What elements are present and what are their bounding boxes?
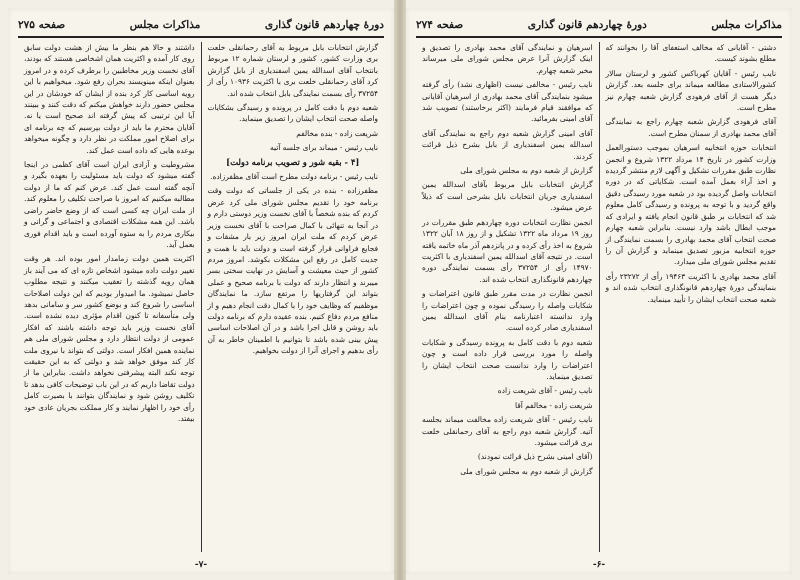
paragraph: گزارش انتخابات بابل مربوط بآقای اسدالله یمین اسفندیاری جریان انتخابات بابل بشرحی است که ذیلاً عرض میشود. (422, 180, 593, 213)
paragraph: اکثریت همین دولت زمامدار امور بوده اند. هر وقت تغییر دولت داده میشود اشخاص تازه ای که می آیند باز همان رویه گذشته را تعقیب میکنند و نتیجه مطلوب حاصل نمیشود. ما امیدوار بودیم که این دولت اصلاحات اساسی را شروع کند و بوضع کشور سر و سامانی بدهد ولی متأسفانه تا کنون اقدام مؤثری دیده نشده است. آقای نخست وزیر باید توجه داشته باشند که افکار عمومی از دولت انتظار دارد و مجلس شورای ملی هم نماینده همین افکار است. دولتی که بتواند با نیروی ملت کار کند موفق خواهد شد و دولتی که به این حقیقت توجه نکند البته پیشرفتی نخواهد داشت. بنابراین ما از دولت تقاضا داریم که در این باب توضیحات کافی بدهد تا تکلیف روشن شود و نمایندگان بتوانند با بصیرت کامل رأی خود را اظهار نمایند و کار مملکت بجریان عادی خود بیفتد. (24, 254, 195, 423)
left-column (18, 42, 201, 552)
paragraph: نایب رئیس - آقای شریعت زاده مخالفت میماند بجلسه آتیه. گزارش شعبه دوم راجع به آقای رحمانقلی خلعت بری قرائت میشود. (422, 415, 593, 447)
section-heading: [۴ - بقیه شور و تصویب برنامه دولت] (226, 156, 360, 167)
paragraph: شعبه دوم با دقت کامل در پرونده و رسیدگی بشکایات واصله صحت انتخاب ایشان را تصدیق مینماید. (207, 103, 378, 124)
paragraph: داشتند و حالا هم بنظر ما بیش از هشت دولت سابق روی کار آمده و اکثریت همان اشخاصی هستند که بودند، آقای نخست وزیر مخاطبین را برطرف کرده و در امروز بعنوان اینکه مینویسند بحران رفع شود. میخواهیم با این رویه اساسی کار کرد بنده از ایشان که خودشان در این مجلس حضور دارند خواهش میکنم که دقت کنند و ببینند آیا این ترتیبی که پیش گرفته اند صحیح است یا نه. آقایان محترم ما باید از دولت بپرسیم که چه برنامه ای برای اصلاح امور مملکت در نظر دارد و چگونه میخواهد بوعده هایی که داده است عمل کند. (24, 43, 195, 155)
paragraph: شریعت زاده - بنده مخالفم (296, 128, 378, 138)
paragraph: انجمن نظارت در مدت مقرر طبق قانون اعتراضات و شکایات واصله را رسیدگی نموده و چون اعتراضات را وارد ندانسته اعتبارنامه بنام آقای اسدالله یمین اسفندیاری صادر کرده است. (422, 289, 593, 333)
paragraph: آقای فرهودی گزارش شعبه چهارم راجع به نمایندگی آقای محمد بهادری از سمنان مطرح است. (605, 117, 776, 138)
paragraph: گزارش از شعبه دوم به مجلس شورای ملی (460, 166, 593, 176)
page-header (18, 14, 384, 38)
page-275 (8, 8, 394, 574)
paragraph: آقای امینی گزارش شعبه دوم راجع به نمایندگی آقای اسدالله یمین اسفندیاری از بابل بشرح ذیل قرائت کردند. (422, 128, 593, 161)
paragraph: آقای محمد بهادری با اکثریت ۱۹۴۶۳ رأی از ۲۳۲۷۲ رأی بنمایندگی دورهٔ چهاردهم قانونگذاری انتخاب شده اند و شعبه صحت انتخاب ایشان را تأیید مینماید. (605, 271, 776, 304)
page-footer-number: -۶- (592, 560, 606, 570)
text-columns (416, 42, 782, 552)
page-footer-number: -۷- (194, 560, 208, 570)
page-title: دورهٔ چهاردهم قانون گذاری (527, 19, 647, 31)
paragraph: نایب رئیس - مخالفی نیست (اظهاری نشد) رأی گرفته میشود بنمایندگی آقای محمد بهادری از اسرهیان آقایانی که موافقند قیام فرمایند (اکثر برخاستند) تصویب شد آقای امینی بفرمائید. (422, 80, 593, 124)
paragraph: (آقای امینی بشرح ذیل قرائت نمودند) (477, 452, 593, 462)
paragraph: انتخابات حوزه انتخابیه اسرهیان بموجب دستورالعمل وزارت کشور در تاریخ ۱۴ مرداد ۱۳۲۲ شروع و انجمن نظارت طبق مقررات تشکیل و آگهی لازم منتشر گردیده و اخذ آراء بعمل آمده است. شکایاتی که در دوره انتخابات واصل گردیده بود در شعبه مورد رسیدگی دقیق واقع گردید و با توجه به پرونده و رسیدگی کامل معلوم شد که انتخابات بر طبق قانون انجام یافته و ایرادی که موجب ابطال باشد وارد نیست. بنابراین شعبه چهارم صحت انتخاب آقای محمد بهادری را بسمت نمایندگی از حوزه انتخابیه مزبور تصدیق مینماید و گزارش آن را تقدیم مجلس شورای ملی میدارد. (605, 143, 776, 267)
page-number: صفحه ۲۷۴ (416, 19, 464, 31)
paragraph: گزارش انتخابات بابل مربوط به آقای رحمانقلی خلعت بری وزارت کشور، کشور و لرستان شماره ۱۲ مربوط بانتخاب آقای اسدالله یمین اسفندیاری از بابل گزارش کرد آقای رحمانقلی خلعت بری با اکثریت ۱۰۹۳۶ رأی از ۳۷۲۵۴ رأی بسمت نمایندگی بابل انتخاب شده اند. (207, 43, 379, 98)
paragraph: انجمن نظارت انتخابات دوره چهاردهم طبق مقررات در روز ۱۹ مرداد ماه ۱۳۲۲ تشکیل و از روز ۱۸ آبان ۱۳۲۲ شروع به اخذ رأی کرده و در پانزدهم آذر ماه خاتمه یافته است. در نتیجه آقای اسدالله یمین اسفندیاری با اکثریت ۱۴۹۷۰ رأی از ۳۷۲۵۴ رأی بسمت نمایندگی دوره چهاردهم قانونگذاری انتخاب شده اند. (422, 217, 593, 284)
paragraph: گزارش از شعبه دوم به مجلس شورای ملی (460, 466, 593, 476)
paragraph: شعبه دوم با دقت کامل به پرونده رسیدگی و شکایات واصله را مورد بررسی قرار داده است و چون اعتراضات را وارد ندانست صحت انتخاب ایشان را تصدیق مینماید. (422, 337, 593, 381)
section-title: مذاکرات مجلس (129, 19, 201, 31)
paragraph: نایب رئیس - آقایان کهرباکس کشور و لرستان سالار کشورالاستادی مطالعه میماند برای جلسه بعد. گزارش دیگر هست از آقای فرهودی گزارش شعبه چهارم نیز مطرح است. (605, 68, 776, 113)
paragraph: دشتی - آقایانی که مخالف استعفای آقا را بخوانند که مطلع بشوند کیست. (605, 43, 776, 64)
section-title: مذاکرات مجلس (711, 19, 782, 31)
paragraph: اسرهیان و نمایندگی آقای محمد بهادری را تصدیق و اینک گزارش آنرا عرض مجلس شورای ملی میرساند مخبر شعبه چهارم. (422, 43, 593, 75)
right-column (600, 42, 783, 552)
book-gutter (394, 0, 406, 580)
text-columns (18, 42, 384, 552)
paragraph: مشروطیت و آزادی ایران است آقای کظمی در اینجا گفته میشود که دولت باید مسئولیت را بعهده بگیرد و آنچه گفته است عمل کند. عرض کنم که ما از دولت مطالبه میکنیم که امروز با صراحت تکلیف را معلوم کند. از ملت ایران چه کسی است که از وضع حاضر راضی باشد. این همه مشکلات اقتصادی و اجتماعی و گرانی و بیکاری مردم را به ستوه آورده است و باید اقدام فوری بعمل آید. (24, 160, 195, 249)
page-title: دورهٔ چهاردهم قانون گذاری (264, 19, 384, 31)
page-274 (406, 8, 792, 574)
paragraph: نایب رئیس - میماند برای جلسه آتیه (270, 143, 378, 153)
paragraph: نایب رئیس - آقای شریعت زاده (497, 386, 593, 396)
paragraph: نایب رئیس - برنامه دولت مطرح است آقای مظفرزاده. (210, 172, 378, 182)
right-column (202, 42, 385, 552)
paragraph: مظفرزاده - بنده در یکی از جلساتی که دولت وقت برنامه خود را تقدیم مجلس شورای ملی کرد عرض کردم که بنده شخصاً با آقای نخست وزیر دوستی دارم و در آنجا به تنهائی با کمال صراحت با آقای نخست وزیر عرض کردم که ملت ایران امروز زیر بار مشقات و فجایع فراوانی قرار گرفته است و دولت باید با همت و جدیت کامل در رفع این مشکلات بکوشد. امروز مردم کشور از حیث معیشت و آسایش در نهایت سختی بسر میبرند و انتظار دارند که دولت با برنامه صحیح و عملی بتواند این گرفتاریها را مرتفع سازد. ما نمایندگان موظفیم که وظایف خود را با کمال دقت انجام دهیم و از منافع مردم دفاع کنیم. بنده عقیده دارم که برنامه دولت باید روشن و قابل اجرا باشد و در آن اصلاحات اساسی پیش بینی شده باشد تا بتوانیم با اطمینان خاطر به آن رأی بدهیم و اجرای آنرا از دولت بخواهیم. (207, 186, 378, 356)
page-number: صفحه ۲۷۵ (18, 19, 66, 31)
left-column (416, 42, 599, 552)
paragraph: شریعت زاده - مخالفم آقا (514, 400, 593, 410)
page-header (416, 14, 782, 38)
